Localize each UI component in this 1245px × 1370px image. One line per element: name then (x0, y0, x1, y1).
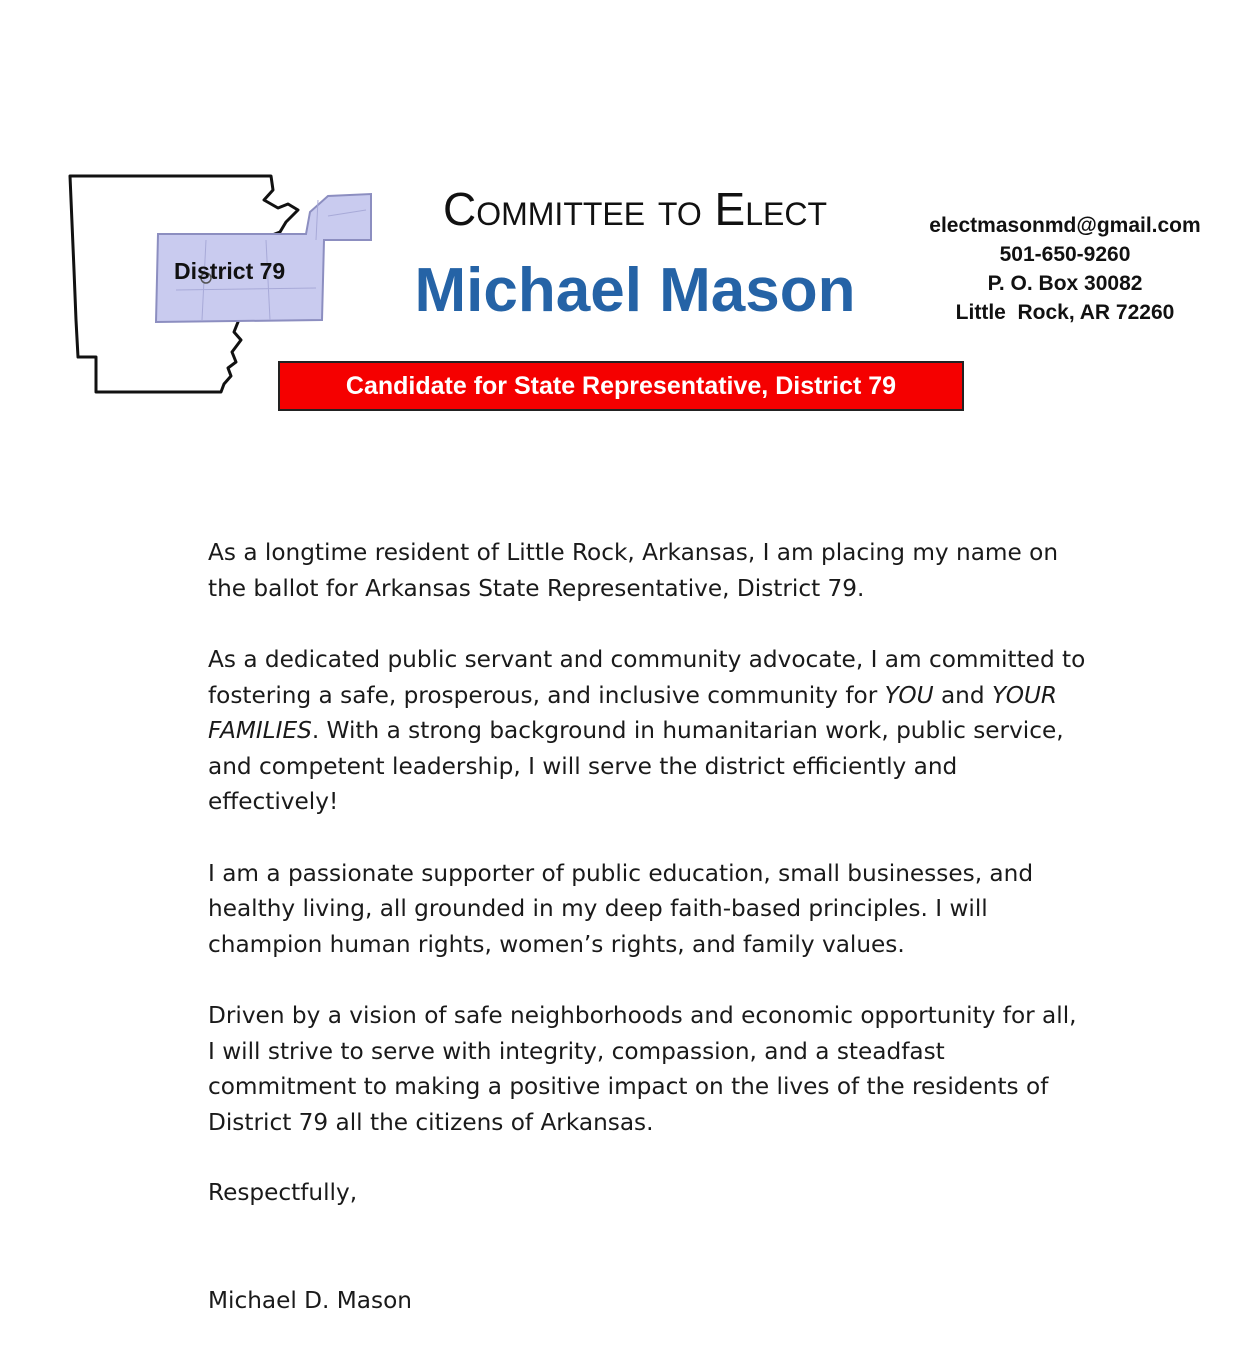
contact-po-box: P. O. Box 30082 (987, 272, 1143, 295)
letter-body (208, 535, 1088, 1176)
signature: Michael D. Mason (208, 1287, 412, 1314)
emphasis-you: YOU (884, 681, 934, 709)
contact-city: Little Rock, AR 72260 (955, 301, 1175, 324)
contact-email: electmasonmd@gmail.com (929, 214, 1201, 237)
paragraph-2-part-b: and (933, 681, 992, 709)
paragraph-2-part-a: As a dedicated public servant and community advocate, I am committed to fostering a safe, prosperous, and inclusive community for (208, 646, 1086, 709)
paragraph-4: Driven by a vision of safe neighborhoods and economic opportunity for all, I will strive to serve with integrity, compassion, and a steadfast commitment to making a positive impact on the lives of the residents of District 79 all the citizens of Arkansas. (208, 1002, 1077, 1136)
contact-block (905, 211, 1225, 327)
paragraph-2-part-c: . With a strong background in humanitarian work, public service, and competent leadership, I will serve the district efficiently and effectively! (208, 717, 1064, 815)
candidate-banner: Candidate for State Representative, District 79 (278, 361, 964, 411)
paragraph-2 (208, 642, 1088, 820)
emphasis-your-families: YOUR FAMILIES (208, 681, 1058, 744)
committee-heading: Committee to Elect (443, 183, 827, 235)
closing: Respectfully, (208, 1179, 358, 1206)
contact-phone: 501-650-9260 (999, 243, 1131, 266)
logo-district-label: District 79 (174, 258, 286, 284)
paragraph-3: I am a passionate supporter of public education, small businesses, and healthy living, all grounded in my deep faith-based principles. I will champion human rights, women’s rights, and family values. (208, 859, 1034, 958)
paragraph-1: As a longtime resident of Little Rock, Arkansas, I am placing my name on the ballot for Arkansas State Representative, District 79. (208, 539, 1059, 602)
candidate-name: Michael Mason (414, 256, 856, 325)
